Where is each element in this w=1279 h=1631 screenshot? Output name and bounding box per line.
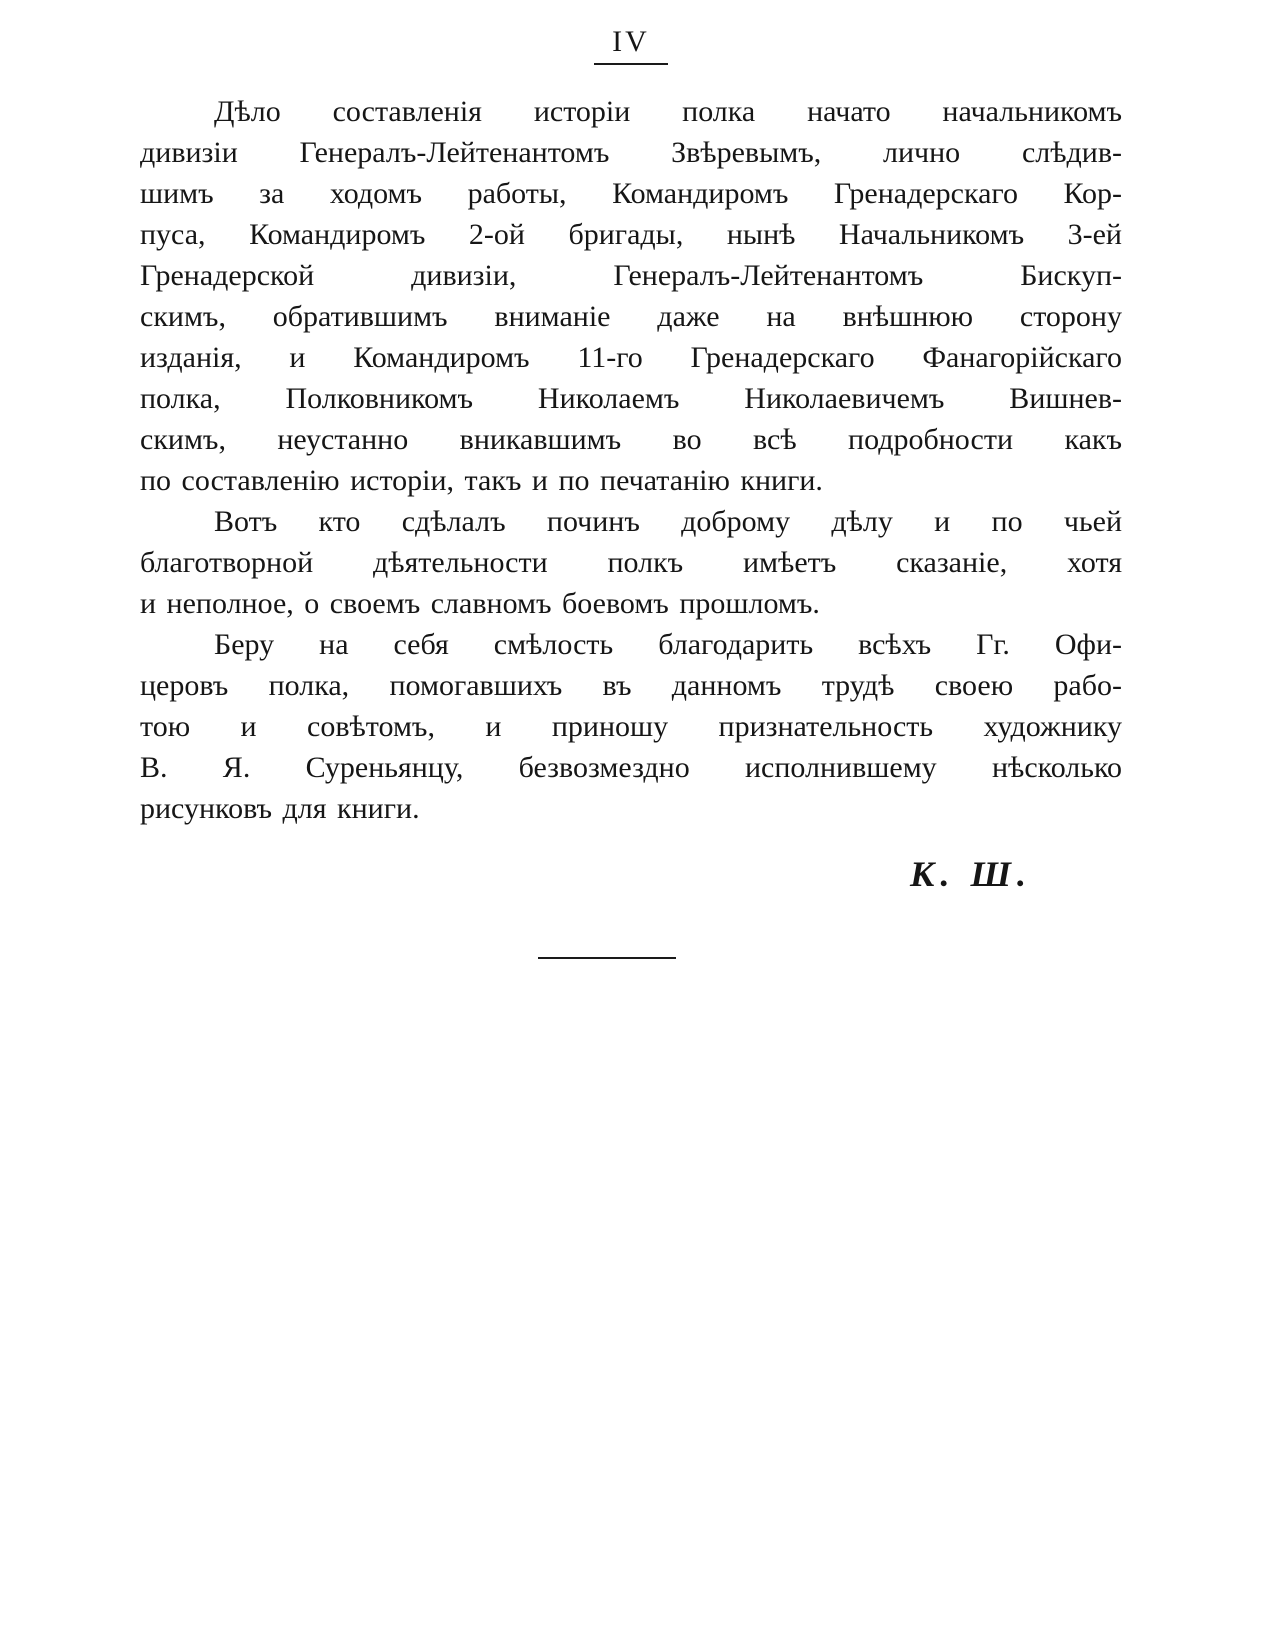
page-number: IV (612, 25, 650, 58)
text-line: Дѣло составленія исторіи полка начато начальникомъ (214, 95, 1122, 128)
text-block (140, 91, 1122, 829)
text-line: благотворной дѣятельности полкъ имѣетъ сказаніе, хотя (140, 546, 1122, 579)
page-number-underline (594, 63, 668, 65)
text-line: Вотъ кто сдѣлалъ починъ доброму дѣлу и по чьей (214, 505, 1122, 538)
text-line: скимъ, неустанно вникавшимъ во всѣ подробности какъ (140, 423, 1122, 456)
text-line: рисунковъ для книги. (140, 792, 420, 825)
text-line: дивизіи Генералъ-Лейтенантомъ Звѣревымъ, лично слѣдив- (140, 136, 1122, 169)
paragraph (140, 91, 1122, 501)
text-line: В. Я. Суреньянцу, безвозмездно исполнившему нѣсколько (140, 751, 1122, 784)
text-line: по составленію исторіи, такъ и по печатанію книги. (140, 464, 823, 497)
text-line: церовъ полка, помогавшихъ въ данномъ трудѣ своею рабо- (140, 669, 1122, 702)
text-line: и неполное, о своемъ славномъ боевомъ прошломъ. (140, 587, 820, 620)
text-line: изданія, и Командиромъ 11-го Гренадерскаго Фанагорійскаго (140, 341, 1122, 374)
paragraph (140, 501, 1122, 624)
author-signature: К. Ш. (910, 854, 1032, 894)
paragraph (140, 624, 1122, 829)
text-line: Беру на себя смѣлость благодарить всѣхъ Гг. Офи- (214, 628, 1122, 661)
text-line: полка, Полковникомъ Николаемъ Николаевичемъ Вишнев- (140, 382, 1122, 415)
text-line: тою и совѣтомъ, и приношу признательность художнику (140, 710, 1122, 743)
text-line: шимъ за ходомъ работы, Командиромъ Гренадерскаго Кор- (140, 177, 1122, 210)
text-line: пуса, Командиромъ 2-ой бригады, нынѣ Начальникомъ 3-ей (140, 218, 1122, 251)
section-divider-rule (538, 957, 676, 959)
text-line: Гренадерской дивизіи, Генералъ-Лейтенантомъ Бискуп- (140, 259, 1122, 292)
text-line: скимъ, обратившимъ вниманіе даже на внѣшнюю сторону (140, 300, 1122, 333)
